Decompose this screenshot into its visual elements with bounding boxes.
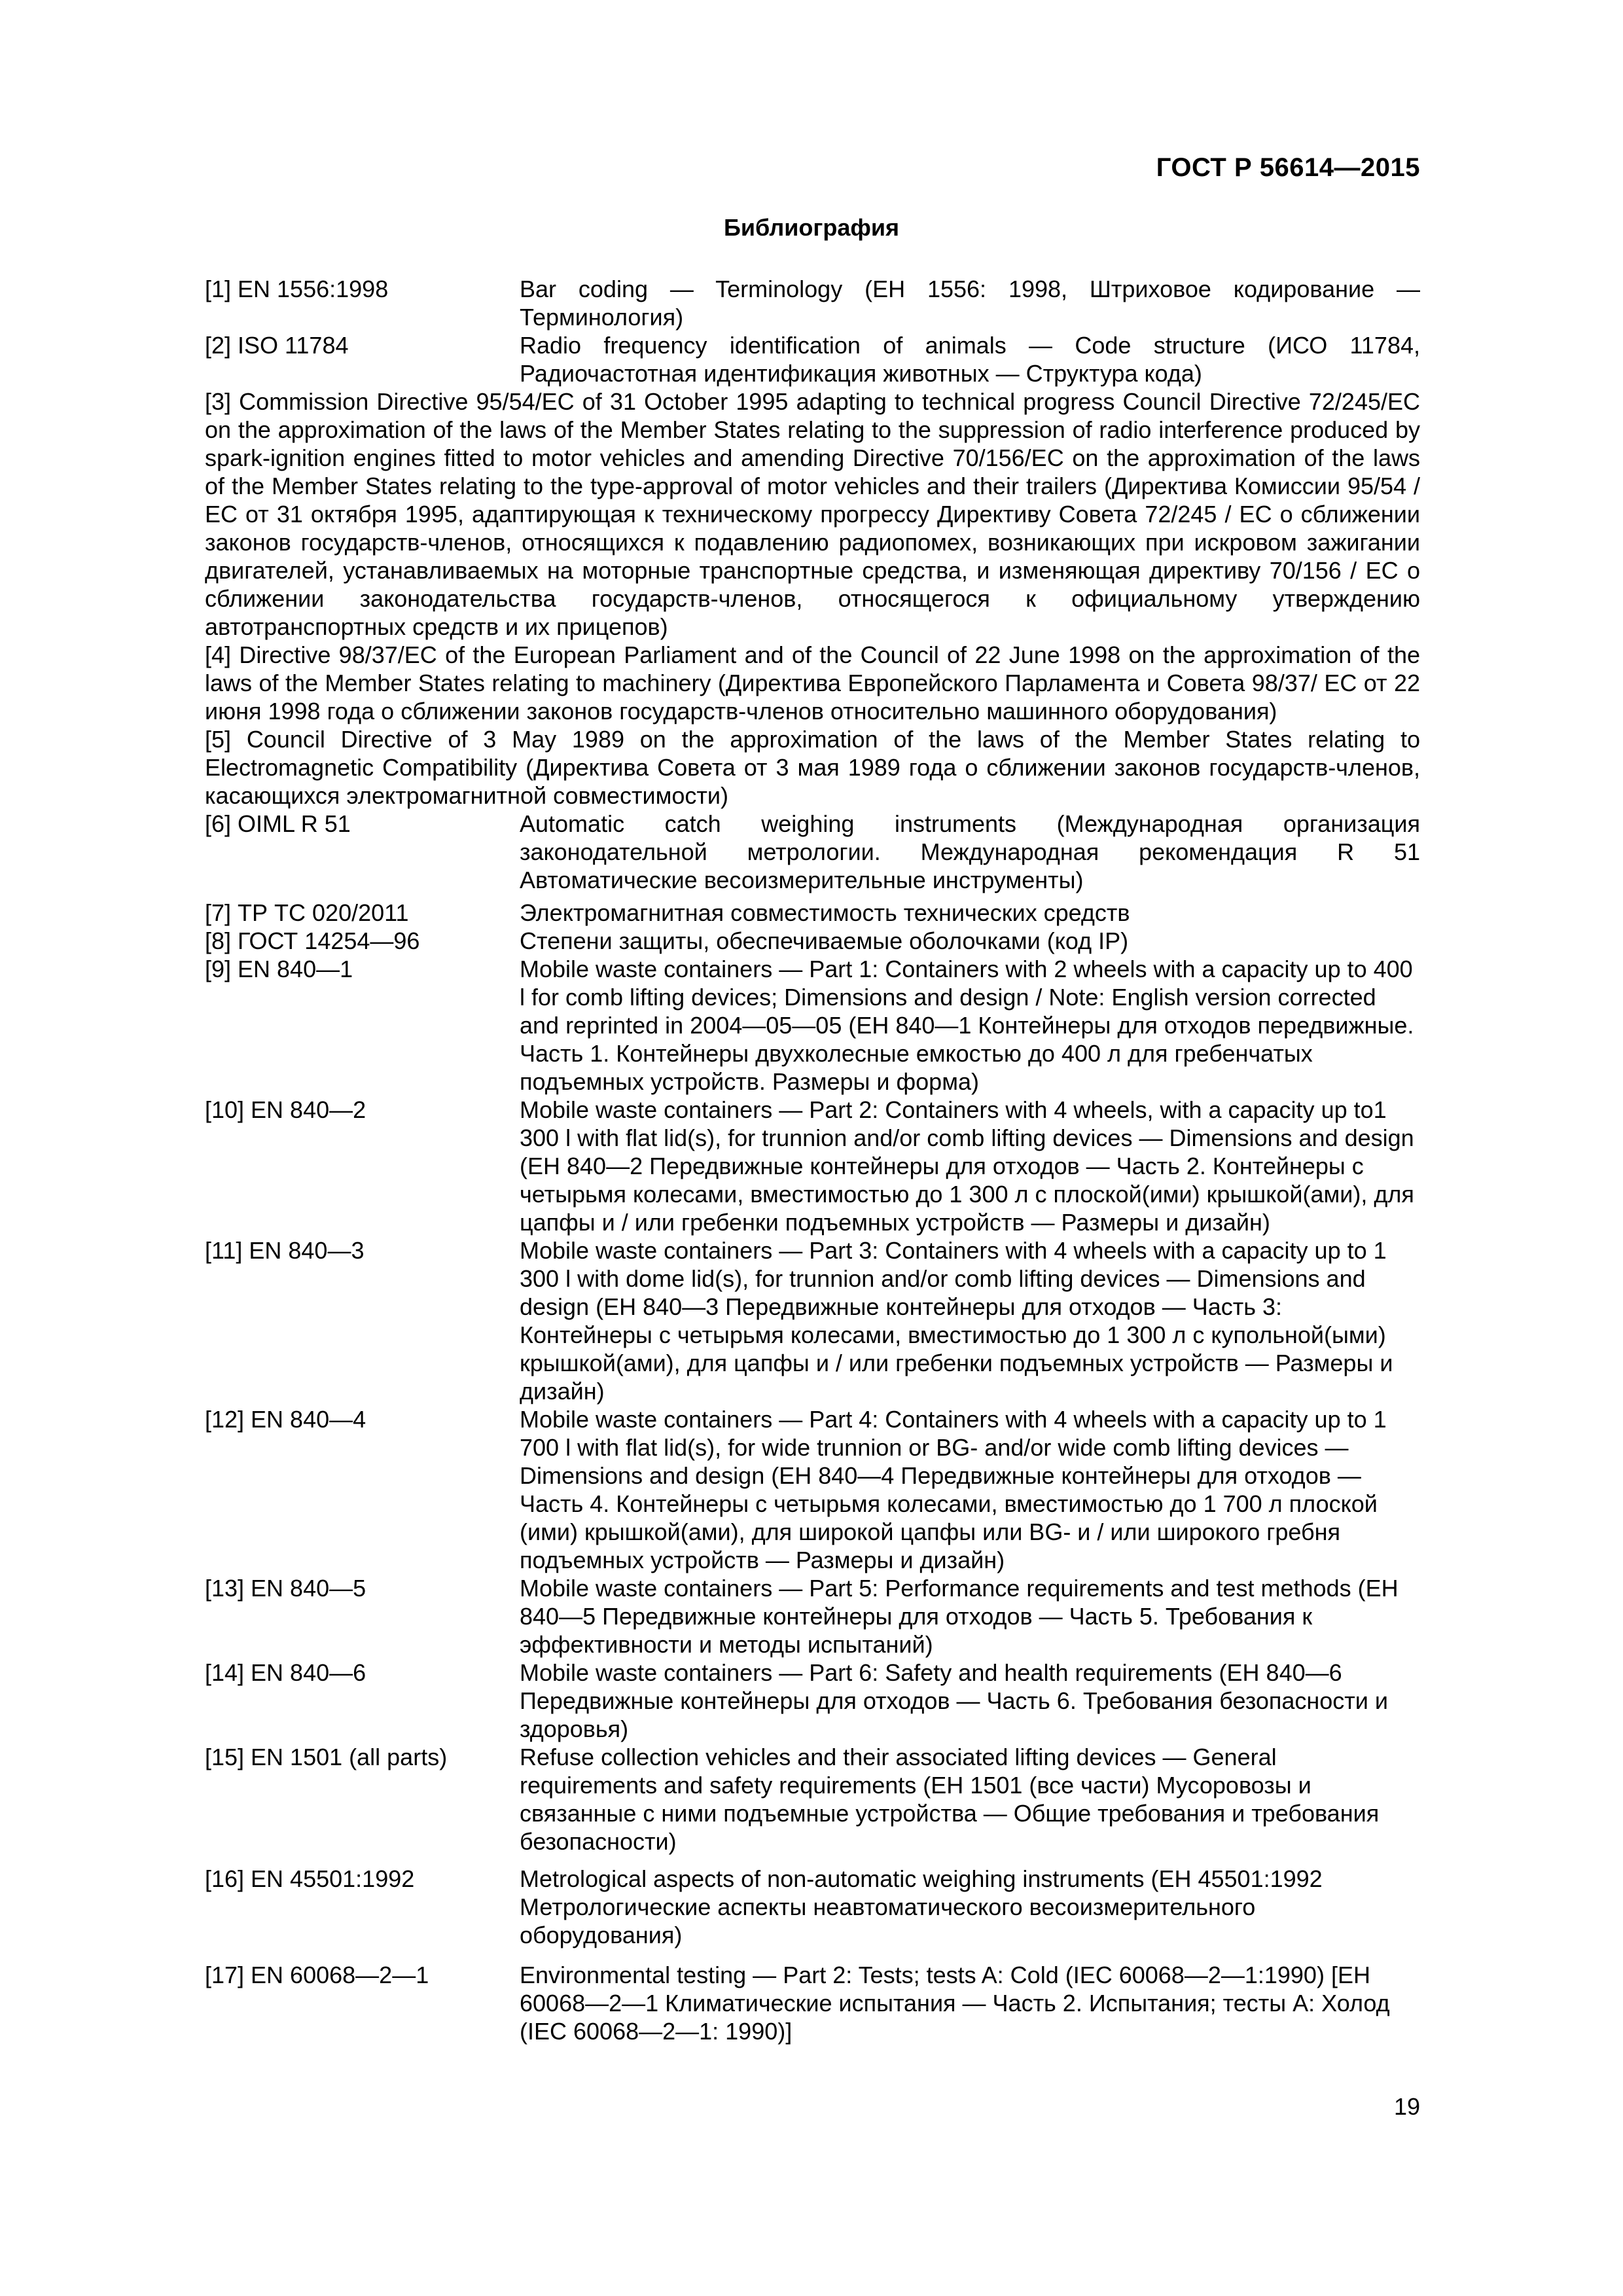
entry-reference: [9] EN 840—1 bbox=[205, 956, 353, 982]
entry-description: Bar coding — Terminology (ЕН 1556: 1998, Штриховое кодирование — Терминология) bbox=[520, 276, 1420, 331]
entry-description: Metrological aspects of non-automatic weighing instruments (ЕН 45501:1992 Метрологические аспекты неавтоматического весоизмерительного оборудования) bbox=[520, 1865, 1323, 1948]
bibliography-entry bbox=[205, 1659, 1420, 1743]
bibliography-entry bbox=[205, 1574, 1420, 1659]
entry-reference: [16] EN 45501:1992 bbox=[205, 1865, 415, 1892]
entry-reference: [8] ГОСТ 14254—96 bbox=[205, 927, 420, 954]
entry-reference: [6] OIML R 51 bbox=[205, 810, 351, 837]
entry-description: Automatic catch weighing instruments (Международная организация законодательной метрологии. Международная рекомендация R 51 Автоматические весоизмерительные инструменты) bbox=[520, 810, 1420, 893]
entry-description: Mobile waste containers — Part 5: Performance requirements and test methods (ЕН 840—5 Передвижные контейнеры для отходов — Часть 5. Требования к эффективности и методы испытаний) bbox=[520, 1575, 1399, 1658]
entry-description: Mobile waste containers — Part 3: Containers with 4 wheels with a capacity up to 1 300 l with dome lid(s), for trunnion and/or comb lifting devices — Dimensions and design (ЕН 840—3 Передвижные контейнеры для отходов — Часть 3: Контейнеры с четырьмя колесами, вместимостью до 1 300 л с купольной(ыми) крышкой(ами), для цапфы и / или гребенки подъемных устройств — Размеры и дизайн) bbox=[520, 1237, 1393, 1405]
entry-reference: [15] EN 1501 (all parts) bbox=[205, 1744, 448, 1770]
entry-reference: [13] EN 840—5 bbox=[205, 1575, 366, 1602]
entry-description: Электромагнитная совместимость технических средств bbox=[520, 899, 1130, 926]
bibliography-entry: [5] Council Directive of 3 May 1989 on the approximation of the laws of the Member States relating to Electromagnetic Compatibility (Директива Совета от 3 мая 1989 года о сближении законов государств-членов, касающихся электромагнитной совместимости) bbox=[205, 726, 1420, 809]
bibliography-entry bbox=[205, 955, 1420, 1096]
bibliography-entry: [3] Commission Directive 95/54/EC of 31 October 1995 adapting to technical progress Council Directive 72/245/EC on the approximation of the laws of the Member States relating to the suppression of radio interference produced by spark-ignition engines fitted to motor vehicles and amending Directive 70/156/EC on the approximation of the laws of the Member States relating to the type-approval of motor vehicles and their trailers (Директива Комиссии 95/54 / ЕС от 31 октября 1995, адаптирующая к техническому прогрессу Директиву Совета 72/245 / ЕС о сближении законов государств-членов, относящихся к подавлению радиопомех, возникающих при искровом зажигании двигателей, устанавливаемых на моторные транспортные средства, и изменяющая директиву 70/156 / ЕС о сближении законодательства государств-членов, относящегося к официальному утверждению автотранспортных средств и их прицепов) bbox=[205, 388, 1420, 640]
bibliography-entry bbox=[205, 899, 1420, 927]
entry-description: Mobile waste containers — Part 6: Safety and health requirements (ЕН 840—6 Передвижные контейнеры для отходов — Часть 6. Требования безопасности и здоровья) bbox=[520, 1659, 1388, 1742]
bibliography-entry bbox=[205, 927, 1420, 955]
bibliography-entry bbox=[205, 810, 1420, 894]
bibliography-entry bbox=[205, 1236, 1420, 1405]
entry-description: Mobile waste containers — Part 1: Containers with 2 wheels with a capacity up to 400 l for comb lifting devices; Dimensions and design / Note: English version corrected and reprinted in 2004—05—05 (ЕН 840—1 Контейнеры для отходов передвижные. Часть 1. Контейнеры двухколесные емкостью до 400 л для гребенчатых подъемных устройств. Размеры и форма) bbox=[520, 956, 1414, 1095]
bibliography-entry bbox=[205, 1096, 1420, 1236]
entry-reference: [14] EN 840—6 bbox=[205, 1659, 366, 1686]
entry-reference: [17] EN 60068—2—1 bbox=[205, 1962, 429, 1988]
entry-reference: [12] EN 840—4 bbox=[205, 1406, 366, 1433]
entry-description: Mobile waste containers — Part 4: Containers with 4 wheels with a capacity up to 1 700 l with flat lid(s), for wide trunnion or BG- and/or wide comb lifting devices — Dimensions and design (ЕН 840—4 Передвижные контейнеры для отходов — Часть 4. Контейнеры с четырьмя колесами, вместимостью до 1 700 л плоской (ими) крышкой(ами), для широкой цапфы или BG- и / или широкого гребня подъемных устройств — Размеры и дизайн) bbox=[520, 1406, 1387, 1573]
entry-description: Radio frequency identification of animals — Code structure (ИСО 11784, Радиочастотная идентификация животных — Структура кода) bbox=[520, 332, 1420, 387]
bibliography-entry: [4] Directive 98/37/EC of the European Parliament and of the Council of 22 June 1998 on the approximation of the laws of the Member States relating to machinery (Директива Европейского Парламента и Совета 98/37/ ЕС от 22 июня 1998 года о сближении законов государств-членов относительно машинного оборудования) bbox=[205, 641, 1420, 725]
entry-reference: [7] ТР ТС 020/2011 bbox=[205, 899, 409, 926]
entry-description: Mobile waste containers — Part 2: Containers with 4 wheels, with a capacity up to1 300 l with flat lid(s), for trunnion and/or comb lifting devices — Dimensions and design (ЕН 840—2 Передвижные контейнеры для отходов — Часть 2. Контейнеры с четырьмя колесами, вместимостью до 1 300 л с плоской(ими) крышкой(ами), для цапфы и / или гребенки подъемных устройств — Размеры и дизайн) bbox=[520, 1096, 1414, 1236]
entry-reference: [11] EN 840—3 bbox=[205, 1237, 365, 1264]
bibliography-entry bbox=[205, 1865, 1420, 1949]
entry-reference: [2] ISO 11784 bbox=[205, 332, 349, 359]
bibliography-entry bbox=[205, 1743, 1420, 1856]
bibliography-entry bbox=[205, 331, 1420, 387]
standard-code: ГОСТ Р 56614—2015 bbox=[1156, 153, 1420, 182]
entry-description: Environmental testing — Part 2: Tests; tests A: Cold (IEC 60068—2—1:1990) [ЕН 60068—2—1 Климатические испытания — Часть 2. Испытания; тесты А: Холод (IEC 60068—2—1: 1990)] bbox=[520, 1962, 1390, 2045]
bibliography-list bbox=[205, 275, 1420, 2045]
entry-reference: [10] EN 840—2 bbox=[205, 1096, 366, 1123]
entry-description: Степени защиты, обеспечиваемые оболочками (код IP) bbox=[520, 927, 1129, 954]
page-number: 19 bbox=[1393, 2093, 1420, 2120]
bibliography-entry bbox=[205, 275, 1420, 331]
bibliography-entry bbox=[205, 1405, 1420, 1574]
bibliography-title: Библиография bbox=[724, 214, 899, 241]
entry-reference: [1] EN 1556:1998 bbox=[205, 276, 389, 302]
bibliography-entry bbox=[205, 1961, 1420, 2045]
entry-description: Refuse collection vehicles and their associated lifting devices — General requirements and safety requirements (ЕН 1501 (все части) Мусоровозы и связанные с ними подъемные устройства — Общие требования и требования безопасности) bbox=[520, 1744, 1380, 1855]
